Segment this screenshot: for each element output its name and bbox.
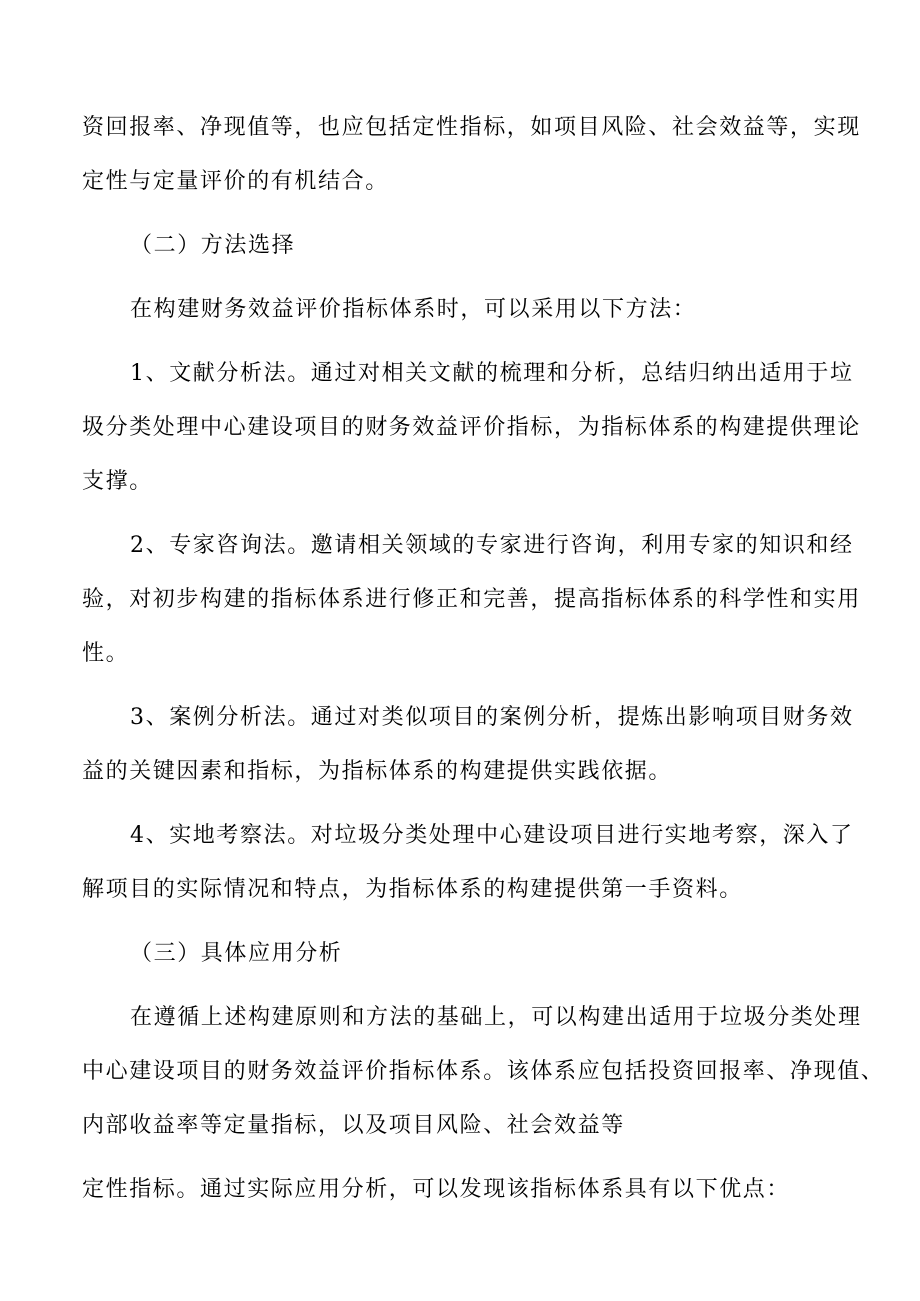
section-heading: （二）方法选择 [130, 233, 296, 258]
paragraph-line: 资回报率、净现值等，也应包括定性指标，如项目风险、社会效益等，实现 [82, 115, 861, 140]
list-item-line: 4、实地考察法。对垃圾分类处理中心建设项目进行实地考察，深入了 [130, 823, 854, 848]
paragraph-line: 定性指标。通过实际应用分析，可以发现该指标体系具有以下优点： [82, 1177, 791, 1202]
paragraph-line: 在遵循上述构建原则和方法的基础上，可以构建出适用于垃圾分类处理 [130, 1005, 862, 1030]
list-item-line: 解项目的实际情况和特点，为指标体系的构建提供第一手资料。 [82, 877, 743, 902]
paragraph-line: 中心建设项目的财务效益评价指标体系。该体系应包括投资回报率、净现值、 [82, 1059, 885, 1084]
list-item-line: 性。 [82, 641, 130, 666]
list-item-line: 验，对初步构建的指标体系进行修正和完善，提高指标体系的科学性和实用 [82, 587, 861, 612]
paragraph-line: 内部收益率等定量指标，以及项目风险、社会效益等 [82, 1113, 625, 1138]
list-item-line: 支撑。 [82, 469, 153, 494]
paragraph-line: 在构建财务效益评价指标体系时，可以采用以下方法： [130, 297, 697, 322]
paragraph-line: 定性与定量评价的有机结合。 [82, 169, 389, 194]
list-item-line: 1、文献分析法。通过对相关文献的梳理和分析，总结归纳出适用于垃 [130, 361, 854, 386]
list-item-line: 圾分类处理中心建设项目的财务效益评价指标，为指标体系的构建提供理论 [82, 415, 861, 440]
list-item-line: 3、案例分析法。通过对类似项目的案例分析，提炼出影响项目财务效 [130, 705, 854, 730]
section-heading: （三）具体应用分析 [130, 941, 343, 966]
list-item-line: 2、专家咨询法。邀请相关领域的专家进行咨询，利用专家的知识和经 [130, 533, 854, 558]
list-item-line: 益的关键因素和指标，为指标体系的构建提供实践依据。 [82, 759, 673, 784]
